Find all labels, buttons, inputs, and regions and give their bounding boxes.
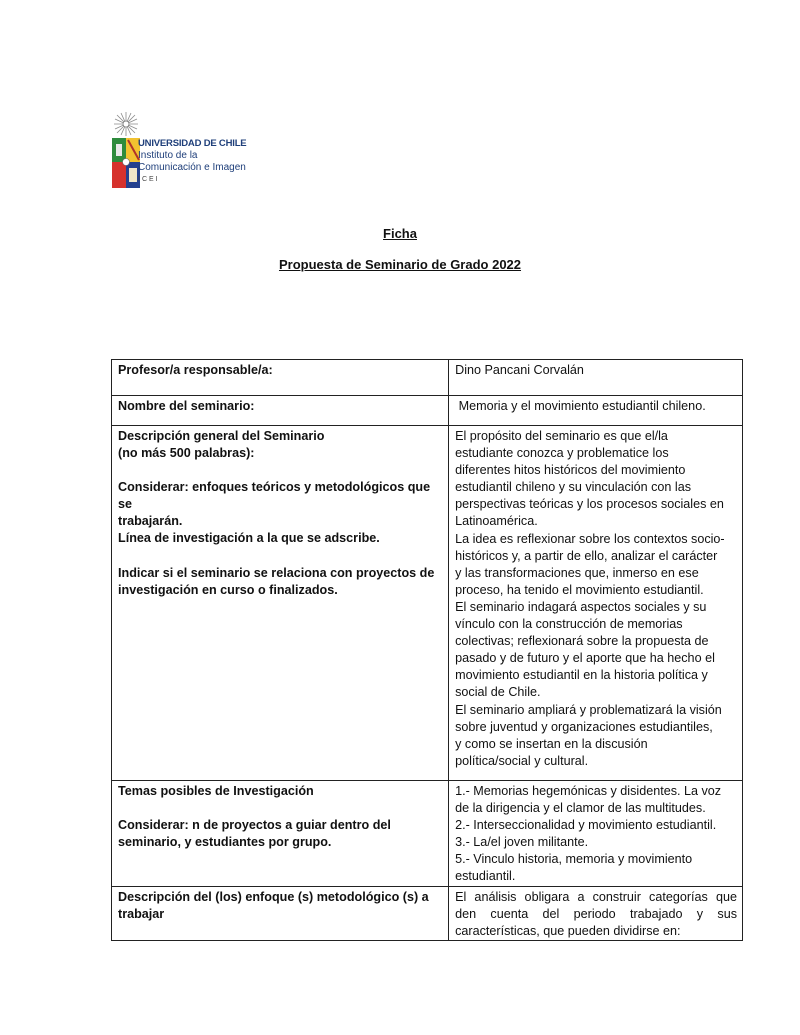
label-line: Considerar: enfoques teóricos y metodológicos que se bbox=[118, 480, 431, 512]
methodology-value bbox=[449, 886, 743, 940]
blank-line bbox=[118, 548, 443, 565]
value-line: vínculo con la construcción de memorias bbox=[455, 617, 683, 632]
value-line: y como se insertan en la discusión bbox=[455, 736, 648, 751]
general-description-value bbox=[449, 426, 743, 781]
value-line: estudiante conozca y problematice los bbox=[455, 446, 669, 461]
table-row-professor bbox=[112, 360, 743, 396]
value-line: El seminario indagará aspectos sociales y su bbox=[455, 599, 707, 614]
value-line: características, que pueden dividirse en: bbox=[455, 923, 681, 938]
research-topics-value bbox=[449, 781, 743, 887]
label-line: Profesor/a responsable/a: bbox=[118, 363, 273, 377]
row-label bbox=[112, 396, 449, 426]
table-row-research-topics bbox=[112, 781, 743, 887]
blank-line bbox=[118, 462, 443, 479]
value-line: La idea es reflexionar sobre los contextos socio- bbox=[455, 531, 725, 546]
label-line: Descripción del (los) enfoque (s) metodológico (s) a bbox=[118, 889, 429, 904]
label-line: trabajar bbox=[118, 906, 165, 921]
label-line: investigación en curso o finalizados. bbox=[118, 582, 338, 597]
logo-unit-line2: Comunicación e Imagen bbox=[138, 162, 246, 173]
label-line: Nombre del seminario: bbox=[118, 399, 255, 413]
table-row-general-description bbox=[112, 426, 743, 781]
value-line: perspectivas teóricas y los procesos sociales en bbox=[455, 497, 724, 512]
document-subtitle: Propuesta de Seminario de Grado 2022 bbox=[278, 257, 522, 272]
topic-line: 1.- Memorias hegemónicas y disidentes. La voz bbox=[455, 784, 722, 798]
document-title: Ficha bbox=[383, 226, 417, 241]
topic-line: estudiantil. bbox=[455, 869, 516, 884]
table-row-seminar-name bbox=[112, 396, 743, 426]
value-line: pasado y de futuro y el aporte que ha hecho el bbox=[455, 651, 715, 666]
value-line: diferentes hitos históricos del movimiento bbox=[455, 463, 686, 478]
value-line: históricos y, a partir de ello, analizar el carácter bbox=[455, 548, 718, 563]
label-line: Línea de investigación a la que se adscribe. bbox=[118, 531, 380, 546]
logo-institution: UNIVERSIDAD DE CHILE bbox=[138, 138, 247, 149]
topic-line: 2.- Interseccionalidad y movimiento estudiantil. bbox=[455, 818, 717, 833]
value-line: Latinoamérica. bbox=[455, 514, 538, 529]
value-line: sobre juventud y organizaciones estudiantiles, bbox=[455, 719, 713, 734]
label-line: Indicar si el seminario se relaciona con proyectos de bbox=[118, 565, 435, 580]
logo-acronym: ICEI bbox=[138, 176, 160, 183]
label-line: Temas posibles de Investigación bbox=[118, 784, 314, 798]
value-line: estudiantil chileno y su vinculación con las bbox=[455, 480, 692, 495]
value-line: den cuenta del periodo trabajado y sus bbox=[455, 906, 737, 921]
row-label bbox=[112, 426, 449, 781]
value-line: proceso, ha tenido el movimiento estudiantil. bbox=[455, 582, 704, 597]
row-label bbox=[112, 886, 449, 940]
row-label bbox=[112, 781, 449, 887]
value-line: movimiento estudiantil en la historia política y bbox=[455, 668, 708, 683]
value-line: colectivas; reflexionará sobre la propuesta de bbox=[455, 634, 709, 649]
proposal-form-table bbox=[111, 359, 743, 941]
professor-value bbox=[449, 360, 743, 396]
table-row-methodology bbox=[112, 886, 743, 940]
topic-line: 3.- La/el joven militante. bbox=[455, 835, 589, 850]
value-line: Memoria y el movimiento estudiantil chileno. bbox=[455, 399, 706, 413]
logo-unit-line1: Instituto de la bbox=[138, 150, 198, 161]
value-line: El propósito del seminario es que el/la bbox=[455, 429, 668, 443]
row-label bbox=[112, 360, 449, 396]
value-line: El seminario ampliará y problematizará la visión bbox=[455, 702, 722, 717]
seminar-name-value bbox=[449, 396, 743, 426]
label-line: Descripción general del Seminario bbox=[118, 429, 325, 443]
label-line: Considerar: n de proyectos a guiar dentro del bbox=[118, 818, 391, 833]
label-line: trabajarán. bbox=[118, 514, 183, 529]
label-line: (no más 500 palabras): bbox=[118, 446, 255, 461]
label-line: seminario, y estudiantes por grupo. bbox=[118, 835, 332, 850]
value-line: y las transformaciones que, inmerso en ese bbox=[455, 565, 699, 580]
topic-line: 5.- Vinculo historia, memoria y movimiento bbox=[455, 852, 693, 867]
logo-text bbox=[138, 138, 246, 186]
value-line: El análisis obligara a construir categorías que bbox=[455, 889, 737, 904]
topic-line: de la dirigencia y el clamor de las multitudes. bbox=[455, 801, 706, 816]
value-line: social de Chile. bbox=[455, 685, 541, 700]
value-line: Dino Pancani Corvalán bbox=[455, 363, 584, 377]
value-line: política/social y cultural. bbox=[455, 753, 589, 768]
blank-line bbox=[118, 800, 443, 817]
